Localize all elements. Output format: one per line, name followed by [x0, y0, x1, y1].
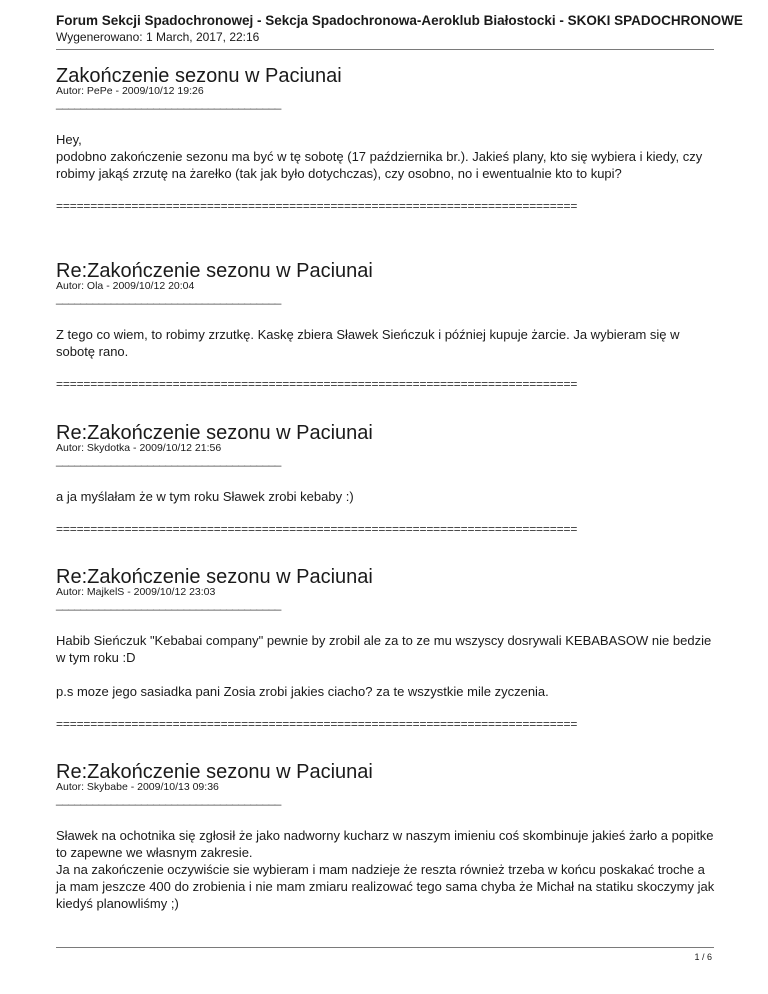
page-number: 1 / 6	[694, 952, 712, 962]
post-paragraph: Hey, podobno zakończenie sezonu ma być w tę sobotę (17 października br.). Jakieś plany, kto się wybiera i kiedy, czy robimy jakąś zrzutę na żarełko (tak jak było dotychczas), czy osobno, no i ewentualnie kto to kupi?	[56, 132, 703, 181]
post-title-underline: _____________________________________	[56, 453, 281, 467]
post-title: Zakończenie sezonu w Paciunai	[56, 65, 342, 87]
post-body	[56, 326, 716, 360]
post-title: Re:Zakończenie sezonu w Paciunai	[56, 566, 373, 588]
post-author: Autor: Ola - 2009/10/12 20:04	[56, 280, 195, 292]
post-title-underline: _____________________________________	[56, 597, 281, 611]
post-separator: ============================================================================	[56, 717, 578, 731]
post-title: Re:Zakończenie sezonu w Paciunai	[56, 260, 373, 282]
forum-title: Forum Sekcji Spadochronowej - Sekcja Spadochronowa-Aeroklub Białostocki - SKOKI SPADOCHRONOWE	[56, 13, 743, 28]
post-separator: ============================================================================	[56, 377, 578, 391]
post-title: Re:Zakończenie sezonu w Paciunai	[56, 761, 373, 783]
header-divider	[56, 49, 714, 50]
post-paragraph: a ja myślałam że w tym roku Sławek zrobi kebaby :)	[56, 489, 354, 504]
post-body	[56, 488, 716, 505]
post-author: Autor: Skybabe - 2009/10/13 09:36	[56, 781, 219, 793]
post-body	[56, 131, 716, 182]
post-title-underline: _____________________________________	[56, 291, 281, 305]
post-paragraph: Z tego co wiem, to robimy zrzutkę. Kaskę zbiera Sławek Sieńczuk i później kupuje żarcie. Ja wybieram się w sobotę rano.	[56, 327, 680, 359]
post-paragraph: Sławek na ochotnika się zgłosił że jako nadworny kucharz w naszym imieniu coś skombinuje jakieś żarło a popitke to zapewne we własnym zakresie. Ja na zakończenie oczywiście sie wybieram i mam nadzieje że reszta również trzeba w końcu poskakać troche a ja mam jeszcze 400 do zrobienia i nie mam zmiaru realizować tego sama chyba że Michał na statiku skoczymy jak kiedyś planowliśmy ;)	[56, 828, 715, 911]
generated-date: Wygenerowano: 1 March, 2017, 22:16	[56, 30, 260, 44]
post-paragraph: Habib Sieńczuk "Kebabai company" pewnie by zrobil ale za to ze mu wszyscy dosrywali KEBABASOW nie bedzie w tym roku :D	[56, 633, 712, 665]
post-separator: ============================================================================	[56, 199, 578, 213]
forum-post	[56, 762, 716, 912]
post-separator: ============================================================================	[56, 522, 578, 536]
forum-post	[56, 66, 716, 212]
post-body	[56, 827, 716, 912]
footer-divider	[56, 947, 714, 948]
post-title-underline: _____________________________________	[56, 792, 281, 806]
post-author: Autor: MajkelS - 2009/10/12 23:03	[56, 586, 216, 598]
post-body	[56, 632, 716, 700]
post-author: Autor: PePe - 2009/10/12 19:26	[56, 85, 204, 97]
forum-post	[56, 261, 716, 390]
post-author: Autor: Skydotka - 2009/10/12 21:56	[56, 442, 222, 454]
page-header	[56, 12, 768, 45]
forum-post	[56, 567, 716, 730]
forum-post	[56, 423, 716, 535]
post-paragraph: p.s moze jego sasiadka pani Zosia zrobi jakies ciacho? za te wszystkie mile zyczenia.	[56, 684, 549, 699]
post-title-underline: _____________________________________	[56, 96, 281, 110]
post-title: Re:Zakończenie sezonu w Paciunai	[56, 422, 373, 444]
